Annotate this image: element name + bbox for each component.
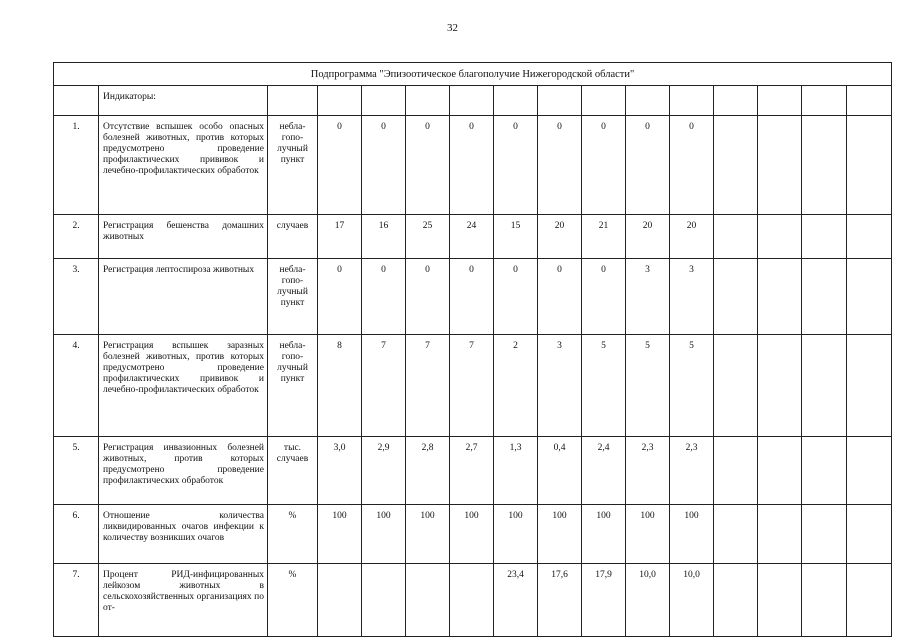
value-cell: 8 [318,335,362,437]
value-cell: 10,0 [670,564,714,637]
value-cell: 2 [494,335,538,437]
value-cell: 24 [450,215,494,259]
value-cell: 100 [538,505,582,564]
indicator-name: Регистрация бешенства домашних животных [99,215,268,259]
unit-cell [268,564,318,637]
value-cell: 0 [626,116,670,215]
row-number: 6. [54,505,99,564]
unit-line: небла- [279,265,306,275]
empty-cell [714,335,758,437]
empty-cell [758,116,802,215]
empty-cell [802,116,847,215]
value-cell: 5 [670,335,714,437]
row-number: 4. [54,335,99,437]
value-cell: 0 [406,116,450,215]
unit-line: пункт [280,155,305,165]
value-cell: 3,0 [318,437,362,505]
value-cell: 2,3 [626,437,670,505]
empty-cell [714,215,758,259]
value-cell: 20 [538,215,582,259]
empty-cell [847,215,892,259]
unit-line: пункт [280,374,305,384]
value-cell: 0 [318,116,362,215]
unit-line: гопо- [281,352,304,362]
indicators-table [53,62,892,637]
value-cell: 16 [362,215,406,259]
value-cell: 17,9 [582,564,626,637]
unit-line: небла- [279,341,306,351]
value-cell: 0 [582,259,626,335]
value-cell: 0 [362,259,406,335]
value-cell: 0 [450,116,494,215]
empty-cell [714,259,758,335]
unit-line: лучный [277,144,308,154]
value-cell: 100 [406,505,450,564]
value-cell: 0 [406,259,450,335]
value-cell: 100 [582,505,626,564]
value-cell: 0 [670,116,714,215]
empty-cell [847,505,892,564]
empty-cell [847,564,892,637]
value-cell: 7 [362,335,406,437]
empty-cell [847,116,892,215]
value-cell: 100 [450,505,494,564]
indicator-row [54,437,892,505]
unit-line: лучный [277,363,308,373]
empty-cell [714,116,758,215]
value-cell: 0,4 [538,437,582,505]
unit-cell [268,215,318,259]
unit-line: тыс. [283,443,302,453]
value-cell: 100 [362,505,406,564]
value-cell: 0 [450,259,494,335]
value-cell: 2,3 [670,437,714,505]
value-cell: 0 [538,259,582,335]
value-cell [362,564,406,637]
value-cell: 10,0 [626,564,670,637]
row-number: 2. [54,215,99,259]
subprogram-title: Подпрограмма "Эпизоотическое благополучие Нижегородской области" [54,63,892,86]
row-number: 5. [54,437,99,505]
value-cell: 21 [582,215,626,259]
empty-cell [802,564,847,637]
value-cell: 5 [626,335,670,437]
value-cell: 3 [538,335,582,437]
unit-line: пункт [280,298,305,308]
empty-cell [758,215,802,259]
empty-cell [802,215,847,259]
value-cell: 2,4 [582,437,626,505]
value-cell [450,564,494,637]
row-number: 7. [54,564,99,637]
unit-line: гопо- [281,276,304,286]
empty-cell [847,335,892,437]
page-number: 32 [447,22,458,34]
unit-line: лучный [277,287,308,297]
value-cell: 20 [626,215,670,259]
value-cell: 0 [362,116,406,215]
row-number: 3. [54,259,99,335]
unit-line: случаев [276,454,309,464]
indicator-name: Отношение количества ликвидированных очагов инфекции к количеству возникших очагов [99,505,268,564]
value-cell: 0 [538,116,582,215]
value-cell: 0 [582,116,626,215]
value-cell: 7 [406,335,450,437]
empty-cell [847,437,892,505]
indicator-row [54,215,892,259]
value-cell: 2,9 [362,437,406,505]
subprogram-title-row [54,63,892,86]
value-cell: 5 [582,335,626,437]
unit-line: гопо- [281,133,304,143]
empty-cell [847,259,892,335]
empty-cell [758,437,802,505]
empty-cell [714,437,758,505]
value-cell: 1,3 [494,437,538,505]
unit-cell [268,335,318,437]
empty-cell [802,259,847,335]
unit-cell [268,259,318,335]
indicator-name: Регистрация вспышек заразных болезней животных, против которых предусмотрено проведение профилактических прививок и лечебно-профилактических обработок [99,335,268,437]
indicators-header: Индикаторы: [99,86,268,116]
unit-cell [268,505,318,564]
unit-line: % [288,511,297,521]
value-cell: 23,4 [494,564,538,637]
value-cell: 2,8 [406,437,450,505]
empty-cell [802,335,847,437]
value-cell: 25 [406,215,450,259]
unit-line: случаев [276,221,309,231]
value-cell: 100 [318,505,362,564]
indicator-name: Отсутствие вспышек особо опасных болезней животных, против которых предусмотрено проведение профилактических прививок и лечебно-профилактических обработок [99,116,268,215]
empty-cell [802,505,847,564]
value-cell: 100 [670,505,714,564]
value-cell: 100 [626,505,670,564]
unit-line: небла- [279,122,306,132]
indicator-row [54,116,892,215]
value-cell: 100 [494,505,538,564]
unit-cell [268,116,318,215]
empty-cell [714,505,758,564]
empty-cell [758,335,802,437]
empty-cell [758,505,802,564]
value-cell: 7 [450,335,494,437]
unit-line: % [288,570,297,580]
indicator-name: Процент РИД-инфицированных лейкозом животных в сельскохозяйственных организациях по от- [99,564,268,637]
empty-cell [758,259,802,335]
value-cell: 0 [494,116,538,215]
value-cell: 3 [670,259,714,335]
row-number: 1. [54,116,99,215]
value-cell: 0 [494,259,538,335]
unit-cell [268,437,318,505]
value-cell: 15 [494,215,538,259]
value-cell: 2,7 [450,437,494,505]
empty-cell [802,437,847,505]
indicator-name: Регистрация инвазионных болезней животных, против которых предусмотрено проведение профилактических обработок [99,437,268,505]
value-cell [406,564,450,637]
indicator-row [54,335,892,437]
indicator-name: Регистрация лептоспироза животных [99,259,268,335]
value-cell: 20 [670,215,714,259]
indicator-row [54,564,892,637]
indicators-header-row [54,86,892,116]
value-cell: 3 [626,259,670,335]
value-cell: 17 [318,215,362,259]
value-cell [318,564,362,637]
empty-cell [758,564,802,637]
empty-cell [714,564,758,637]
value-cell: 0 [318,259,362,335]
indicator-row [54,259,892,335]
indicator-row [54,505,892,564]
value-cell: 17,6 [538,564,582,637]
